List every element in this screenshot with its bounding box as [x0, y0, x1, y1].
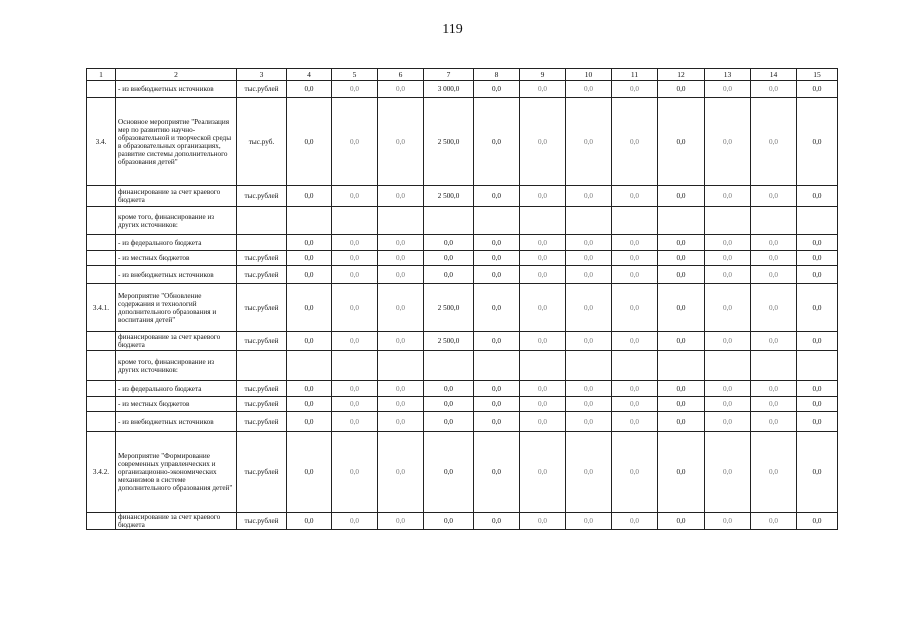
value-cell: 0,0 — [332, 513, 378, 530]
table-row — [87, 266, 838, 284]
value-cell: 0,0 — [287, 251, 332, 266]
table-row — [87, 235, 838, 251]
value-cell: 0,0 — [520, 186, 566, 207]
row-name: - из федерального бюджета — [116, 235, 237, 251]
value-cell — [424, 351, 474, 381]
row-name: Мероприятие "Формирование современных управленческих и организационно-экономических механизмов в системе дополнительного образования детей" — [116, 432, 237, 513]
value-cell: 0,0 — [332, 98, 378, 186]
value-cell: 2 500,0 — [424, 98, 474, 186]
value-cell — [566, 207, 612, 235]
value-cell: 0,0 — [474, 284, 520, 332]
column-header: 4 — [287, 69, 332, 81]
row-number — [87, 381, 116, 397]
column-header: 6 — [378, 69, 424, 81]
value-cell: 0,0 — [658, 381, 705, 397]
table-row — [87, 332, 838, 351]
value-cell: 0,0 — [424, 513, 474, 530]
row-number: 3.4.2. — [87, 432, 116, 513]
value-cell: 0,0 — [332, 235, 378, 251]
value-cell: 0,0 — [287, 397, 332, 412]
table-row — [87, 351, 838, 381]
page-number: 119 — [442, 22, 463, 37]
value-cell: 0,0 — [612, 235, 658, 251]
row-name: Мероприятие "Обновление содержания и технологий дополнительного образования и воспитания детей" — [116, 284, 237, 332]
table-row — [87, 81, 838, 98]
row-unit: тыс.руб. — [237, 98, 287, 186]
value-cell: 0,0 — [612, 332, 658, 351]
value-cell: 0,0 — [287, 432, 332, 513]
value-cell: 0,0 — [705, 513, 751, 530]
value-cell: 0,0 — [751, 513, 797, 530]
row-number — [87, 513, 116, 530]
value-cell — [751, 207, 797, 235]
value-cell: 0,0 — [520, 284, 566, 332]
row-unit: тыс.рублей — [237, 432, 287, 513]
value-cell: 0,0 — [797, 81, 838, 98]
value-cell: 0,0 — [287, 186, 332, 207]
value-cell: 0,0 — [612, 284, 658, 332]
value-cell: 0,0 — [612, 432, 658, 513]
value-cell: 0,0 — [612, 98, 658, 186]
value-cell: 0,0 — [612, 186, 658, 207]
row-unit: тыс.рублей — [237, 513, 287, 530]
value-cell: 0,0 — [287, 81, 332, 98]
value-cell: 0,0 — [566, 98, 612, 186]
value-cell: 0,0 — [378, 332, 424, 351]
row-number — [87, 81, 116, 98]
table-row — [87, 186, 838, 207]
row-name: Основное мероприятие "Реализация мер по развитию научно-образовательной и творческой среды в образовательных организациях, развитие системы дополнительного образования детей" — [116, 98, 237, 186]
row-number: 3.4.1. — [87, 284, 116, 332]
value-cell: 0,0 — [705, 332, 751, 351]
column-header: 10 — [566, 69, 612, 81]
value-cell: 0,0 — [658, 98, 705, 186]
value-cell: 0,0 — [474, 266, 520, 284]
value-cell: 0,0 — [378, 381, 424, 397]
value-cell: 2 500,0 — [424, 284, 474, 332]
value-cell: 0,0 — [287, 513, 332, 530]
row-number: 3.4. — [87, 98, 116, 186]
value-cell: 0,0 — [658, 397, 705, 412]
value-cell: 0,0 — [474, 98, 520, 186]
value-cell: 0,0 — [474, 412, 520, 432]
value-cell: 0,0 — [474, 235, 520, 251]
value-cell — [520, 351, 566, 381]
table-row — [87, 251, 838, 266]
row-unit: тыс.рублей — [237, 284, 287, 332]
value-cell: 0,0 — [566, 186, 612, 207]
table-row — [87, 98, 838, 186]
value-cell: 0,0 — [705, 397, 751, 412]
value-cell: 0,0 — [612, 412, 658, 432]
value-cell: 0,0 — [520, 81, 566, 98]
value-cell — [287, 351, 332, 381]
value-cell: 0,0 — [705, 186, 751, 207]
value-cell: 0,0 — [797, 332, 838, 351]
table-row — [87, 284, 838, 332]
value-cell: 0,0 — [566, 397, 612, 412]
value-cell: 0,0 — [705, 381, 751, 397]
value-cell: 0,0 — [658, 284, 705, 332]
value-cell: 2 500,0 — [424, 332, 474, 351]
value-cell: 0,0 — [612, 266, 658, 284]
value-cell: 0,0 — [658, 332, 705, 351]
value-cell: 0,0 — [566, 266, 612, 284]
value-cell — [566, 351, 612, 381]
value-cell: 0,0 — [658, 235, 705, 251]
row-number — [87, 351, 116, 381]
value-cell: 0,0 — [705, 98, 751, 186]
budget-table — [86, 68, 838, 530]
value-cell: 3 000,0 — [424, 81, 474, 98]
value-cell — [797, 351, 838, 381]
value-cell: 0,0 — [658, 513, 705, 530]
column-header: 9 — [520, 69, 566, 81]
value-cell: 0,0 — [474, 381, 520, 397]
row-name: - из федерального бюджета — [116, 381, 237, 397]
row-name: финансирование за счет краевого бюджета — [116, 513, 237, 530]
column-header: 13 — [705, 69, 751, 81]
row-name: - из внебюджетных источников — [116, 412, 237, 432]
value-cell — [332, 207, 378, 235]
value-cell: 0,0 — [612, 251, 658, 266]
row-name: финансирование за счет краевого бюджета — [116, 186, 237, 207]
value-cell: 0,0 — [705, 412, 751, 432]
value-cell: 0,0 — [797, 432, 838, 513]
value-cell — [705, 351, 751, 381]
value-cell — [658, 207, 705, 235]
value-cell: 0,0 — [797, 284, 838, 332]
value-cell: 0,0 — [424, 381, 474, 397]
value-cell: 0,0 — [332, 432, 378, 513]
value-cell: 0,0 — [751, 186, 797, 207]
value-cell: 0,0 — [566, 284, 612, 332]
row-unit: тыс.рублей — [237, 381, 287, 397]
value-cell: 0,0 — [520, 432, 566, 513]
value-cell: 0,0 — [658, 251, 705, 266]
table-header-row — [87, 69, 838, 81]
value-cell: 0,0 — [612, 397, 658, 412]
value-cell: 0,0 — [520, 412, 566, 432]
value-cell: 0,0 — [424, 251, 474, 266]
table-row — [87, 432, 838, 513]
value-cell: 0,0 — [797, 412, 838, 432]
value-cell — [474, 351, 520, 381]
value-cell: 0,0 — [287, 266, 332, 284]
value-cell: 0,0 — [378, 98, 424, 186]
table-row — [87, 412, 838, 432]
value-cell: 2 500,0 — [424, 186, 474, 207]
value-cell: 0,0 — [424, 412, 474, 432]
column-header: 5 — [332, 69, 378, 81]
value-cell: 0,0 — [705, 284, 751, 332]
value-cell: 0,0 — [424, 235, 474, 251]
value-cell: 0,0 — [520, 381, 566, 397]
value-cell — [658, 351, 705, 381]
value-cell: 0,0 — [658, 412, 705, 432]
row-number — [87, 332, 116, 351]
value-cell: 0,0 — [332, 81, 378, 98]
value-cell: 0,0 — [287, 284, 332, 332]
row-number — [87, 412, 116, 432]
value-cell — [705, 207, 751, 235]
row-unit: тыс.рублей — [237, 266, 287, 284]
value-cell: 0,0 — [287, 412, 332, 432]
value-cell: 0,0 — [474, 186, 520, 207]
value-cell: 0,0 — [424, 397, 474, 412]
column-header: 14 — [751, 69, 797, 81]
row-number — [87, 207, 116, 235]
value-cell: 0,0 — [797, 513, 838, 530]
row-unit — [237, 235, 287, 251]
value-cell: 0,0 — [566, 412, 612, 432]
value-cell: 0,0 — [424, 266, 474, 284]
value-cell: 0,0 — [378, 412, 424, 432]
row-unit: тыс.рублей — [237, 81, 287, 98]
value-cell: 0,0 — [751, 81, 797, 98]
table-row — [87, 397, 838, 412]
table-row — [87, 513, 838, 530]
value-cell: 0,0 — [474, 332, 520, 351]
value-cell: 0,0 — [705, 235, 751, 251]
value-cell: 0,0 — [751, 397, 797, 412]
value-cell: 0,0 — [378, 266, 424, 284]
value-cell: 0,0 — [520, 266, 566, 284]
value-cell: 0,0 — [751, 284, 797, 332]
column-header: 1 — [87, 69, 116, 81]
column-header: 12 — [658, 69, 705, 81]
value-cell: 0,0 — [474, 251, 520, 266]
row-number — [87, 397, 116, 412]
value-cell: 0,0 — [520, 332, 566, 351]
value-cell: 0,0 — [287, 235, 332, 251]
value-cell: 0,0 — [751, 98, 797, 186]
row-name: - из внебюджетных источников — [116, 81, 237, 98]
value-cell — [612, 207, 658, 235]
value-cell: 0,0 — [566, 81, 612, 98]
value-cell: 0,0 — [332, 266, 378, 284]
value-cell: 0,0 — [705, 266, 751, 284]
value-cell: 0,0 — [424, 432, 474, 513]
column-header: 15 — [797, 69, 838, 81]
value-cell: 0,0 — [566, 251, 612, 266]
value-cell — [332, 351, 378, 381]
value-cell: 0,0 — [520, 251, 566, 266]
value-cell: 0,0 — [332, 397, 378, 412]
column-header: 2 — [116, 69, 237, 81]
value-cell: 0,0 — [751, 251, 797, 266]
value-cell: 0,0 — [658, 432, 705, 513]
row-unit: тыс.рублей — [237, 332, 287, 351]
value-cell: 0,0 — [474, 81, 520, 98]
row-number — [87, 251, 116, 266]
value-cell: 0,0 — [378, 284, 424, 332]
value-cell: 0,0 — [797, 266, 838, 284]
value-cell: 0,0 — [797, 235, 838, 251]
table-row — [87, 381, 838, 397]
value-cell: 0,0 — [332, 412, 378, 432]
row-name: - из местных бюджетов — [116, 251, 237, 266]
column-header: 3 — [237, 69, 287, 81]
value-cell: 0,0 — [287, 381, 332, 397]
value-cell — [378, 351, 424, 381]
column-header: 8 — [474, 69, 520, 81]
value-cell: 0,0 — [566, 235, 612, 251]
value-cell — [424, 207, 474, 235]
row-name: кроме того, финансирование из других источников: — [116, 351, 237, 381]
value-cell: 0,0 — [378, 81, 424, 98]
value-cell: 0,0 — [566, 432, 612, 513]
value-cell: 0,0 — [520, 397, 566, 412]
value-cell: 0,0 — [705, 81, 751, 98]
value-cell — [797, 207, 838, 235]
value-cell: 0,0 — [474, 513, 520, 530]
value-cell: 0,0 — [520, 235, 566, 251]
value-cell: 0,0 — [658, 81, 705, 98]
value-cell: 0,0 — [658, 186, 705, 207]
value-cell: 0,0 — [520, 98, 566, 186]
value-cell: 0,0 — [332, 284, 378, 332]
value-cell: 0,0 — [705, 251, 751, 266]
row-unit — [237, 351, 287, 381]
value-cell: 0,0 — [378, 432, 424, 513]
value-cell: 0,0 — [797, 397, 838, 412]
value-cell: 0,0 — [378, 186, 424, 207]
row-unit — [237, 207, 287, 235]
table-row — [87, 207, 838, 235]
row-number — [87, 235, 116, 251]
value-cell — [612, 351, 658, 381]
value-cell: 0,0 — [797, 381, 838, 397]
value-cell: 0,0 — [287, 98, 332, 186]
row-name: - из внебюджетных источников — [116, 266, 237, 284]
value-cell: 0,0 — [378, 235, 424, 251]
value-cell: 0,0 — [378, 513, 424, 530]
value-cell: 0,0 — [612, 513, 658, 530]
value-cell: 0,0 — [751, 235, 797, 251]
column-header: 11 — [612, 69, 658, 81]
value-cell — [474, 207, 520, 235]
value-cell: 0,0 — [474, 432, 520, 513]
row-name: - из местных бюджетов — [116, 397, 237, 412]
value-cell: 0,0 — [474, 397, 520, 412]
value-cell: 0,0 — [566, 381, 612, 397]
row-name: финансирование за счет краевого бюджета — [116, 332, 237, 351]
row-name: кроме того, финансирование из других источников: — [116, 207, 237, 235]
value-cell: 0,0 — [751, 332, 797, 351]
row-number — [87, 186, 116, 207]
row-number — [87, 266, 116, 284]
value-cell: 0,0 — [520, 513, 566, 530]
value-cell: 0,0 — [797, 251, 838, 266]
row-unit: тыс.рублей — [237, 186, 287, 207]
value-cell: 0,0 — [751, 432, 797, 513]
column-header: 7 — [424, 69, 474, 81]
value-cell: 0,0 — [566, 513, 612, 530]
row-unit: тыс.рублей — [237, 412, 287, 432]
value-cell: 0,0 — [332, 381, 378, 397]
value-cell: 0,0 — [612, 381, 658, 397]
value-cell — [751, 351, 797, 381]
value-cell: 0,0 — [378, 251, 424, 266]
value-cell: 0,0 — [751, 266, 797, 284]
row-unit: тыс.рублей — [237, 251, 287, 266]
value-cell: 0,0 — [378, 397, 424, 412]
value-cell: 0,0 — [705, 432, 751, 513]
value-cell: 0,0 — [658, 266, 705, 284]
value-cell — [378, 207, 424, 235]
value-cell: 0,0 — [797, 98, 838, 186]
value-cell: 0,0 — [287, 332, 332, 351]
row-unit: тыс.рублей — [237, 397, 287, 412]
value-cell: 0,0 — [612, 81, 658, 98]
value-cell — [287, 207, 332, 235]
value-cell: 0,0 — [797, 186, 838, 207]
value-cell: 0,0 — [332, 251, 378, 266]
value-cell: 0,0 — [332, 332, 378, 351]
value-cell: 0,0 — [566, 332, 612, 351]
value-cell — [520, 207, 566, 235]
value-cell: 0,0 — [751, 412, 797, 432]
value-cell: 0,0 — [332, 186, 378, 207]
value-cell: 0,0 — [751, 381, 797, 397]
